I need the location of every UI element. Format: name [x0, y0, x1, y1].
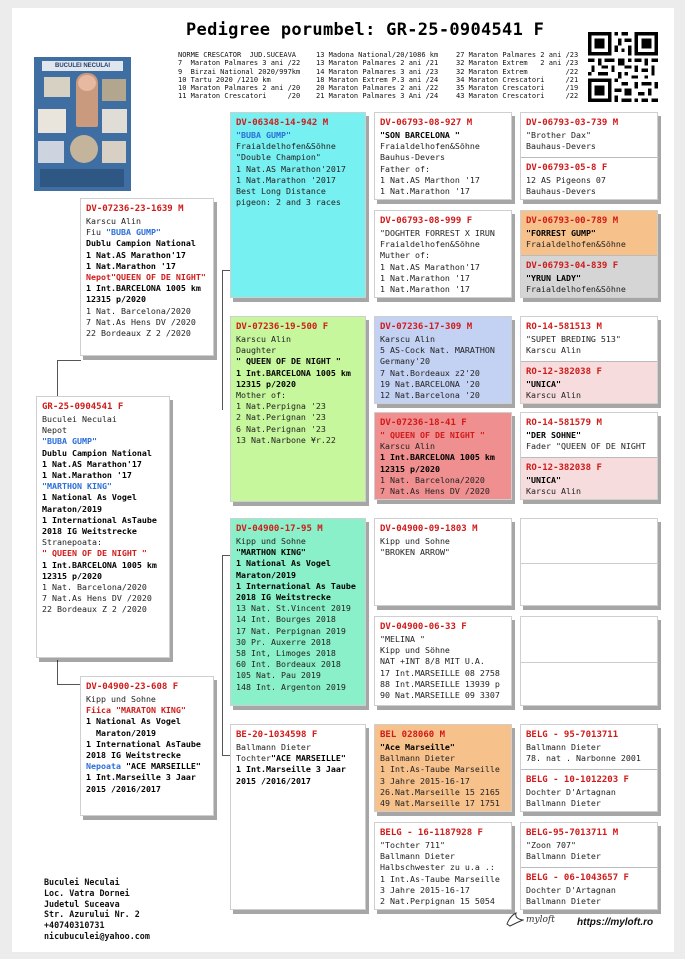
gp-line: "MARTHON KING"	[236, 547, 306, 558]
dam-ring: DV-04900-23-608 F	[86, 682, 179, 692]
subject-line: Maraton/2019	[42, 503, 102, 514]
ggp-line: Kipp und Sohne	[380, 536, 450, 546]
website-link[interactable]: https://myloft.ro	[577, 917, 654, 928]
ggp-line: "DOGHTER FORREST X IRUN	[380, 228, 495, 238]
subject-line: Nepot	[42, 425, 67, 436]
qr-code-icon	[588, 32, 658, 102]
gp-line: 1 National As Vogel	[236, 558, 331, 569]
g5-line: "DER SOHNE"	[526, 430, 581, 440]
g5-ring: BELG - 95-7013711	[526, 730, 619, 740]
dam-card[interactable]	[80, 676, 214, 816]
ggp-line: 1 Nat.AS Marathon'17	[380, 261, 480, 272]
ggp-line: Muther of:	[380, 250, 430, 261]
g5-card-4[interactable]	[520, 412, 658, 500]
dam-line: "ACE MARSEILLE"	[125, 761, 201, 772]
gp-line: 12315 p/2020	[236, 378, 296, 389]
gp-line: Mother of:	[236, 390, 286, 401]
g5-ring: DV-06793-03-739 M	[526, 118, 619, 128]
g5-line: "UNICA"	[526, 379, 561, 389]
subject-line: Dublu Campion National	[42, 447, 152, 458]
gp-line: " QUEEN OF DE NIGHT "	[236, 356, 341, 367]
ggp-card-1[interactable]	[374, 112, 512, 200]
g5-line: Bauhaus-Devers	[526, 186, 596, 197]
subject-line: 1 Nat.Marathon '17	[42, 470, 132, 481]
dam-line: "MARATON KING"	[115, 705, 186, 716]
gp-ring: DV-04900-17-95 M	[236, 524, 323, 534]
sire-card[interactable]	[80, 198, 214, 356]
sire-line: 7 Nat.As Hens DV /2020	[86, 316, 196, 327]
g5-line: "YRUN LADY"	[526, 273, 581, 283]
ggp-line: Ballmann Dieter	[380, 753, 455, 764]
sire-line: 12315 p/2020	[86, 294, 146, 305]
ggp-line: Halbschwester zu u.a .:	[380, 862, 495, 873]
ggp-line: Karscu Alin	[380, 441, 435, 452]
ggp-line: Ballmann Dieter	[380, 851, 455, 862]
sire-line: "BUBA GUMP"	[105, 227, 161, 238]
gp-line: 1 Int.Marseille 3 Jaar	[236, 764, 346, 775]
ggp-ring: DV-04900-09-1803 M	[380, 524, 478, 534]
dam-line: Fiica	[86, 705, 116, 716]
gp-line: 1 International As Taube	[236, 580, 356, 591]
subject-line: 2018 IG Weitstrecke	[42, 526, 137, 537]
sire-line: 1 Nat.AS Marathon'17	[86, 249, 186, 260]
sire-ring: DV-07236-23-1639 M	[86, 204, 184, 214]
ggp-line: Fraialdelhofen&Sõhne	[380, 239, 480, 250]
subject-line: " QUEEN OF DE NIGHT "	[42, 548, 147, 559]
ggp-line: 90 Nat.MARSEILLE 09 3307	[380, 690, 500, 701]
g5-line: "UNICA"	[526, 475, 561, 485]
ggp-card-5[interactable]	[374, 518, 512, 606]
gp-line: 105 Nat. Pau 2019	[236, 670, 321, 681]
ggp-line: 26.Nat.Marseille 15 2165	[380, 786, 500, 797]
ggp-line: 19 Nat.BARCELONA '20	[380, 378, 480, 389]
ggp-line: 1 Nat.Marathon '17	[380, 186, 470, 197]
g5-ring: RO-14-581579 M	[526, 418, 602, 428]
bird-logo-icon	[506, 912, 524, 928]
ggp-line: 1 Nat.Marathon '17	[380, 272, 470, 283]
ggp-line: Kipp und Söhne	[380, 645, 450, 656]
gp-line: "BUBA GUMP"	[236, 130, 291, 140]
ggp-line: 5 AS-Cock Nat. MARATHON	[380, 345, 495, 356]
subject-line: 1 Nat. Barcelona/2020	[42, 582, 147, 593]
subject-line: 1 Int.BARCELONA 1005 km	[42, 559, 157, 570]
results-col-2: 13 Madona National/20/1086 km 13 Maraton Palmares 2 ani /21 14 Maraton Palmares 3 ani /23 18 Maraton Extrem P.3 ani /24 20 Maraton Palmares 2 ani /22 21 Maraton Palmares 3 Ani /24	[316, 51, 439, 101]
results-col-1: NORME CRESCATOR JUD.SUCEAVA 7 Maraton Palmares 3 ani /22 9 Birzai National 2020/997km 10 Tartu 2020 /1210 km 10 Maraton Palmares 2 ani /20 11 Maraton Crescatori /20	[178, 51, 301, 101]
subject-line: 1 National As Vogel	[42, 492, 137, 503]
ggp-line: 1 Int.As-Taube Marseille	[380, 764, 500, 775]
gp-line: 1 Nat.Perpigna '23	[236, 401, 326, 412]
gp-line: "Double Champion"	[236, 152, 321, 163]
subject-line: Stranepoata:	[42, 537, 102, 548]
ggp-line: 7 Nat.As Hens DV /2020	[380, 486, 490, 497]
gp-line: 30 Pr. Auxerre 2018	[236, 636, 331, 647]
ggp-line: 3 Jahre 2015-16-17	[380, 775, 470, 786]
g5-ring: RO-12-382038 F	[526, 463, 602, 473]
g5-line: Fraialdelhofen&Sõhne	[526, 239, 626, 250]
granddam-paternal-card[interactable]	[230, 316, 366, 502]
ggp-line: "BROKEN ARROW"	[380, 547, 450, 558]
sire-line: Nepot	[86, 272, 111, 283]
gp-line: 2 Nat.Perignan '23	[236, 412, 326, 423]
ggp-line: "Tochter 711"	[380, 840, 445, 850]
g5-line: Ballmann Dieter	[526, 798, 601, 809]
subject-line: "BUBA GUMP"	[42, 436, 97, 447]
g5-ring: BELG - 10-1012203 F	[526, 775, 629, 785]
gp-line: Tochter	[236, 753, 271, 764]
ggp-card-4[interactable]	[374, 412, 512, 500]
ggp-line: 1 Nat.Marathon '17	[380, 284, 470, 295]
gp-line: 1 Nat.Marathon '2017	[236, 174, 336, 185]
subject-line: 1 Nat.AS Marathon'17	[42, 458, 142, 469]
grandsire-maternal-card[interactable]	[230, 518, 366, 706]
ggp-line: 88 Int.MARSEILLE 13939 p	[380, 678, 500, 689]
ggp-ring: BEL 028060 M	[380, 730, 446, 740]
gp-line: Fraialdelhofen&Sõhne	[236, 141, 336, 152]
sire-line: 1 Nat.Marathon '17	[86, 260, 176, 271]
gp-line: pigeon: 2 and 3 races	[236, 197, 341, 208]
gp-line: "ACE MARSEILLE"	[270, 753, 346, 764]
gp-line: 13 Nat.Narbone ¥r.22	[236, 434, 336, 445]
gp-line: Maraton/2019	[236, 569, 296, 580]
gp-ring: DV-06348-14-942 M	[236, 118, 329, 128]
g5-line: "SUPET BREDING 513"	[526, 334, 621, 344]
g5-line: Dochter D'Artagnan	[526, 885, 616, 895]
sire-owner: Karscu Alin	[86, 216, 141, 226]
ggp-line: 3 Jahre 2015-16-17	[380, 884, 470, 895]
g5-line: Ballmann Dieter	[526, 851, 601, 862]
gp-line: Ballmann Dieter	[236, 742, 311, 752]
ggp-card-8[interactable]	[374, 822, 512, 910]
dam-line: 2018 IG Weitstrecke	[86, 750, 181, 761]
dam-line: 2015 /2016/2017	[86, 783, 161, 794]
gp-line: 6 Nat.Perignan '23	[236, 423, 326, 434]
g5-line: "Brother Dax"	[526, 130, 591, 140]
subject-card[interactable]	[36, 396, 170, 658]
ggp-line: Germany'20	[380, 356, 430, 367]
gp-line: 58 Int, Limoges 2018	[236, 648, 336, 659]
ggp-line: " QUEEN OF DE NIGHT "	[380, 430, 485, 440]
gp-ring: DV-07236-19-500 F	[236, 322, 329, 332]
g5-card-7[interactable]	[520, 724, 658, 812]
ggp-card-6[interactable]	[374, 616, 512, 706]
g5-card-6-empty[interactable]	[520, 616, 658, 706]
gp-line: 60 Int. Bordeaux 2018	[236, 659, 341, 670]
gp-line: 13 Nat. St.Vincent 2019	[236, 603, 351, 614]
ggp-ring: DV-06793-08-999 F	[380, 216, 473, 226]
ggp-line: 12315 p/2020	[380, 463, 440, 474]
g5-card-8[interactable]	[520, 822, 658, 910]
g5-line: "Zoon 707"	[526, 840, 576, 850]
dam-line: 1 International AsTaube	[86, 738, 201, 749]
grandsire-paternal-card[interactable]	[230, 112, 366, 298]
ggp-line: 17 Int.MARSEILLE 08 2758	[380, 667, 500, 678]
g5-line: Fader "QUEEN OF DE NIGHT	[526, 441, 646, 452]
breeder-contact: Buculei Neculai Loc. Vatra Dornei Judetul Suceava Str. Azurului Nr. 2 +40740310731 nicubuculei@yahoo.com	[44, 877, 150, 941]
gp-line: 148 Int. Argenton 2019	[236, 681, 346, 692]
ggp-card-7[interactable]	[374, 724, 512, 812]
gp-line: Karscu Alin	[236, 334, 291, 344]
page-title: Pedigree porumbel: GR-25-0904541 F	[186, 20, 545, 40]
g5-ring: DV-06793-00-789 M	[526, 216, 619, 226]
gp-ring: BE-20-1034598 F	[236, 730, 318, 740]
gp-line: 14 Int. Bourges 2018	[236, 614, 336, 625]
g5-line: Dochter D'Artagnan	[526, 787, 616, 797]
ggp-line: Karscu Alin	[380, 334, 435, 344]
sire-line: Fiu	[86, 227, 106, 238]
granddam-maternal-card[interactable]	[230, 724, 366, 910]
ggp-ring: DV-06793-08-927 M	[380, 118, 473, 128]
ggp-line: 12 Nat.Barcelona '20	[380, 390, 480, 401]
ggp-line: 2 Nat.Perpignan 15 5054	[380, 896, 495, 907]
ggp-line: 49 Nat.Marseille 17 1751	[380, 798, 500, 809]
gp-line: 2018 IG Weitstrecke	[236, 592, 331, 603]
ggp-line: Fraialdelhofen&Sõhne	[380, 141, 480, 152]
g5-card-3[interactable]	[520, 316, 658, 404]
ggp-ring: BELG - 16-1187928 F	[380, 828, 483, 838]
g5-line: Ballmann Dieter	[526, 742, 601, 752]
ggp-ring: DV-07236-17-309 M	[380, 322, 473, 332]
gp-line: 2015 /2016/2017	[236, 775, 311, 786]
gp-line: 1 Nat.AS Marathon'2017	[236, 163, 346, 174]
gp-line: Best Long Distance	[236, 186, 326, 197]
ggp-line: 7 Nat.Bordeaux z2'20	[380, 367, 480, 378]
subject-line: 12315 p/2020	[42, 570, 102, 581]
dam-line: Maraton/2019	[96, 727, 156, 738]
ggp-card-3[interactable]	[374, 316, 512, 404]
dam-line: 1 Int.Marseille 3 Jaar	[86, 772, 196, 783]
photo-caption: BUCULEI NECULAI	[42, 61, 123, 71]
sire-line: 1 Int.BARCELONA 1005 km	[86, 283, 201, 294]
g5-ring: BELG-95-7013711 M	[526, 828, 619, 838]
g5-ring: DV-06793-04-839 F	[526, 261, 619, 271]
results-col-3: 27 Maraton Palmares 2 ani /23 32 Maraton Extrem 2 ani /23 32 Maraton Extrem /22 34 Maraton Crescatori /21 35 Maraton Crescatori /19 43 Maraton Crescatori /22	[456, 51, 579, 101]
sire-line: Dublu Campion National	[86, 238, 196, 249]
g5-card-5-empty[interactable]	[520, 518, 658, 606]
ggp-line: 1 Int.As-Taube Marseille	[380, 873, 500, 884]
dam-line: 1 National As Vogel	[86, 716, 181, 727]
subject-line: 22 Bordeaux Z 2 /2020	[42, 604, 147, 615]
ggp-line: Bauhus-Devers	[380, 152, 445, 163]
ggp-line: NAT +INT 8/8 MIT U.A.	[380, 656, 485, 667]
subject-ring: GR-25-0904541 F	[42, 402, 124, 412]
g5-card-1[interactable]	[520, 112, 658, 200]
g5-line: Karscu Alin	[526, 345, 581, 356]
ggp-line: "MELINA "	[380, 634, 425, 644]
g5-line: 12 AS Pigeons 07	[526, 175, 606, 185]
g5-ring: RO-12-382038 F	[526, 367, 602, 377]
g5-ring: RO-14-581513 M	[526, 322, 602, 332]
breeder-photo	[34, 57, 131, 191]
gp-line: 1 Int.BARCELONA 1005 km	[236, 367, 351, 378]
g5-line: 78. nat . Narbonne 2001	[526, 753, 641, 764]
gp-line: 17 Nat. Perpignan 2019	[236, 625, 346, 636]
subject-line: "MARTHON KING"	[42, 481, 112, 492]
sire-line: "QUEEN OF DE NIGHT"	[110, 272, 206, 283]
g5-ring: BELG - 06-1043657 F	[526, 873, 629, 883]
ggp-line: "SON BARCELONA "	[380, 130, 460, 140]
sire-line: 1 Nat. Barcelona/2020	[86, 305, 191, 316]
brand-logo: myloft	[526, 915, 555, 925]
ggp-card-2[interactable]	[374, 210, 512, 298]
gp-line: Daughter	[236, 345, 276, 356]
ggp-line: Father of:	[380, 163, 430, 174]
g5-line: Bauhaus-Devers	[526, 141, 596, 152]
ggp-line: 1 Int.BARCELONA 1005 km	[380, 452, 495, 463]
gp-line: Kipp und Sohne	[236, 536, 306, 546]
sire-line: 22 Bordeaux Z 2 /2020	[86, 328, 191, 339]
g5-line: Karscu Alin	[526, 390, 581, 401]
ggp-ring: DV-07236-18-41 F	[380, 418, 467, 428]
ggp-line: 1 Nat. Barcelona/2020	[380, 474, 485, 485]
ggp-line: "Ace Marseille"	[380, 742, 455, 752]
subject-owner: Buculei Neculai	[42, 414, 117, 424]
g5-line: "FORREST GUMP"	[526, 228, 596, 238]
dam-owner: Kipp und Sohne	[86, 694, 156, 704]
ggp-ring: DV-04900-06-33 F	[380, 622, 467, 632]
dam-line: Nepoata	[86, 761, 126, 772]
g5-line: Ballmann Dieter	[526, 896, 601, 907]
g5-card-2[interactable]	[520, 210, 658, 298]
subject-line: 1 International AsTaube	[42, 514, 157, 525]
g5-line: Karscu Alin	[526, 486, 581, 497]
subject-line: 7 Nat.As Hens DV /2020	[42, 593, 152, 604]
ggp-line: 1 Nat.AS Marthon '17	[380, 174, 480, 185]
g5-line: Fraialdelhofen&Sõhne	[526, 284, 626, 295]
g5-ring: DV-06793-05-8 F	[526, 163, 608, 173]
